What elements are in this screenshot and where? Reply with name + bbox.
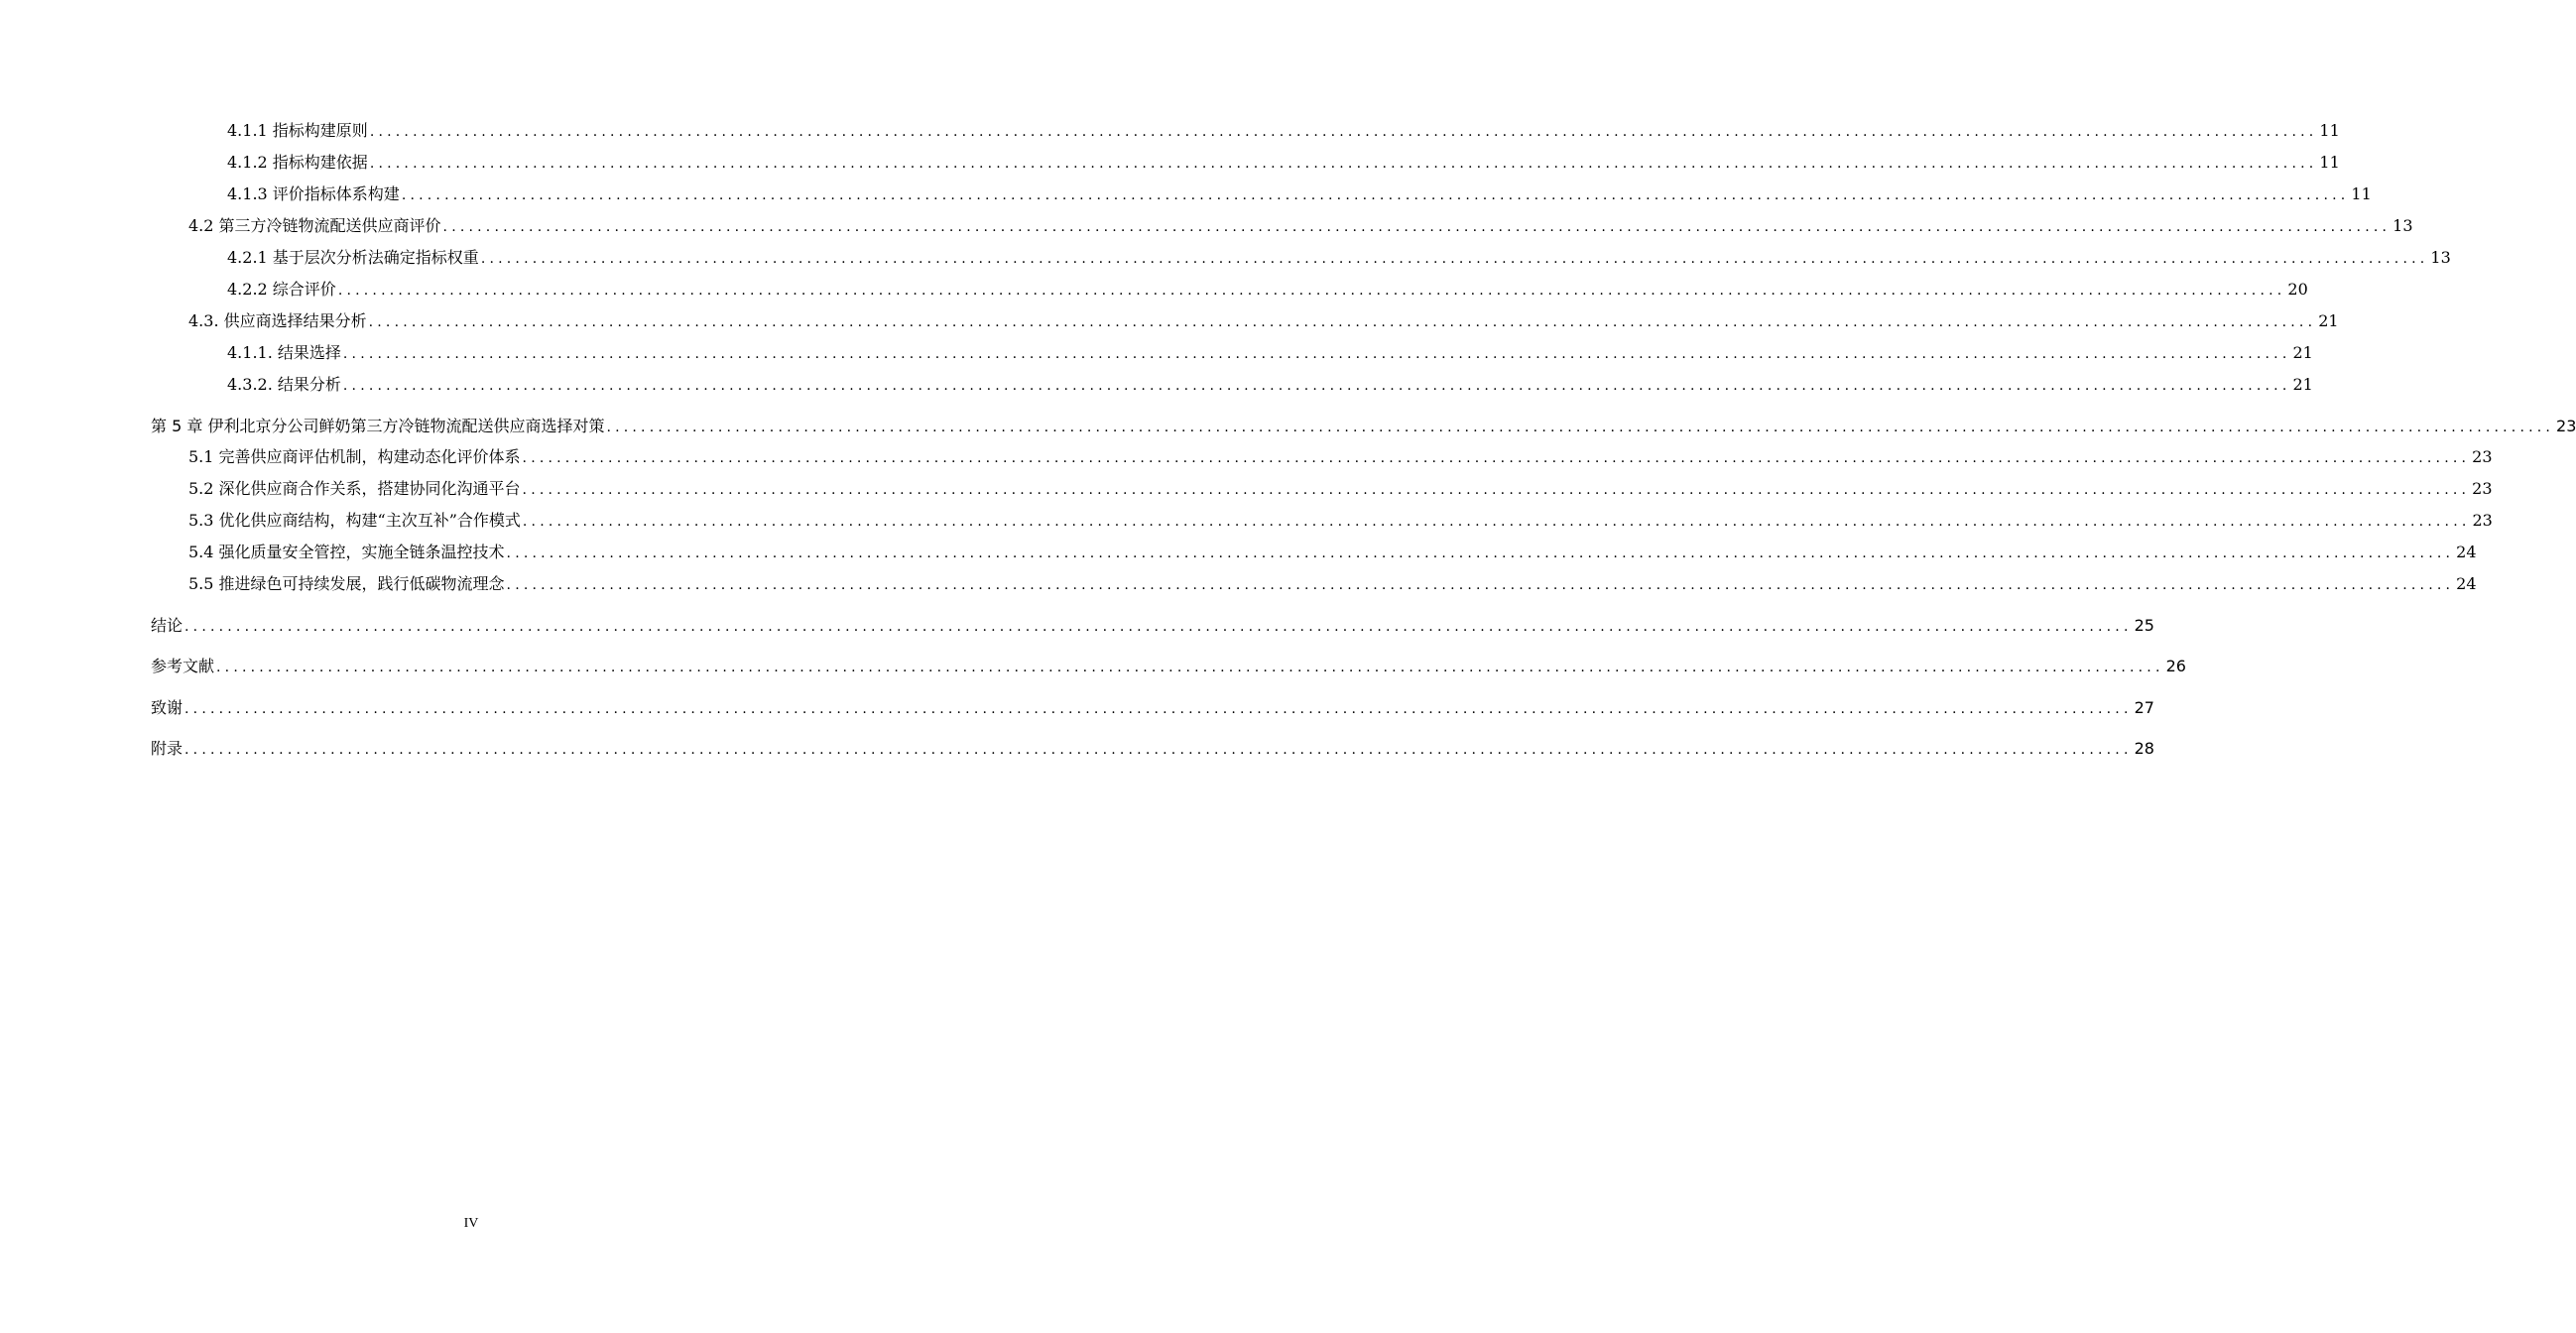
toc-leader-dots: ...................................................................................................................................................................................................................................	[522, 514, 2471, 530]
toc-entry-5-2[interactable]	[188, 478, 2493, 500]
toc-entry-label: 4.1.3 评价指标体系构建	[227, 184, 400, 203]
toc-leader-dots: ...................................................................................................................................................................................................................................	[522, 482, 2471, 498]
toc-entry-label: 参考文献	[151, 657, 215, 675]
toc-entry-acknowledgements[interactable]	[151, 697, 2154, 719]
toc-leader-dots: ...................................................................................................................................................................................................................................	[342, 378, 2291, 394]
toc-entry-5-1[interactable]	[188, 446, 2493, 468]
toc-page-number: 24	[2456, 543, 2477, 561]
toc-leader-dots: ...................................................................................................................................................................................................................................	[184, 701, 2133, 717]
toc-entry-label: 4.1.1 指标构建原则	[227, 121, 368, 140]
toc-leader-dots: ...................................................................................................................................................................................................................................	[522, 450, 2471, 466]
toc-page-number: 21	[2318, 311, 2339, 330]
toc-entry-label: 5.4 强化质量安全管控，实施全链条温控技术	[188, 543, 505, 561]
toc-page-number: 23	[2472, 447, 2493, 466]
toc-entry-label: 4.2.1 基于层次分析法确定指标权重	[227, 248, 479, 267]
toc-entry-4-2[interactable]	[188, 215, 2413, 237]
toc-entry-label: 附录	[151, 739, 184, 758]
toc-entry-appendix[interactable]	[151, 738, 2154, 760]
toc-entry-label: 4.2 第三方冷链物流配送供应商评价	[188, 216, 441, 235]
toc-leader-dots: ...................................................................................................................................................................................................................................	[401, 187, 2350, 203]
toc-entry-label: 致谢	[151, 698, 184, 717]
toc-entry-label: 5.1 完善供应商评估机制，构建动态化评价体系	[188, 447, 521, 466]
toc-leader-dots: ...................................................................................................................................................................................................................................	[337, 283, 2286, 299]
page-footer-number: IV	[463, 1216, 479, 1231]
toc-entry-4-1-1-result[interactable]	[227, 342, 2313, 364]
toc-entry-label: 5.3 优化供应商结构，构建“主次互补”合作模式	[188, 511, 521, 530]
toc-entry-chapter-5[interactable]	[151, 416, 2576, 437]
toc-entry-5-4[interactable]	[188, 542, 2477, 563]
toc-page-number: 21	[2292, 375, 2313, 394]
toc-entry-label: 第 5 章 伊利北京分公司鲜奶第三方冷链物流配送供应商选择对策	[151, 417, 605, 435]
toc-page-number: 28	[2134, 739, 2154, 758]
toc-page-number: 27	[2134, 698, 2154, 717]
toc-leader-dots: ...................................................................................................................................................................................................................................	[368, 314, 2317, 330]
toc-page-number: 11	[2351, 184, 2372, 203]
toc-entry-label: 4.1.1. 结果选择	[227, 343, 341, 362]
toc-entry-label: 4.3.2. 结果分析	[227, 375, 341, 394]
toc-page-number: 13	[2392, 216, 2413, 235]
toc-leader-dots: ...................................................................................................................................................................................................................................	[184, 619, 2133, 635]
toc-page-number: 11	[2319, 121, 2340, 140]
toc-page-number: 23	[2472, 511, 2493, 530]
toc-entry-4-1-1[interactable]	[227, 120, 2340, 142]
toc-page-number: 25	[2134, 616, 2154, 635]
toc-leader-dots: ...................................................................................................................................................................................................................................	[442, 219, 2392, 235]
toc-page-number: 23	[2472, 479, 2493, 498]
toc-entry-4-3[interactable]	[188, 310, 2339, 332]
toc-leader-dots: ...................................................................................................................................................................................................................................	[216, 660, 2164, 675]
toc-page-number: 26	[2165, 657, 2186, 675]
toc-entry-conclusion[interactable]	[151, 615, 2154, 637]
toc-leader-dots: ...................................................................................................................................................................................................................................	[184, 742, 2133, 758]
toc-page-number: 23	[2556, 417, 2576, 435]
toc-page-number: 20	[2287, 280, 2308, 299]
toc-entry-label: 结论	[151, 616, 184, 635]
toc-page-number: 21	[2292, 343, 2313, 362]
toc-entry-4-1-3[interactable]	[227, 183, 2372, 205]
toc-page-number: 11	[2319, 153, 2340, 172]
toc-entry-4-2-2[interactable]	[227, 279, 2308, 301]
toc-page-number: 24	[2456, 574, 2477, 593]
toc-entry-label: 5.5 推进绿色可持续发展，践行低碳物流理念	[188, 574, 505, 593]
toc-entry-4-2-1[interactable]	[227, 247, 2451, 269]
toc-leader-dots: ...................................................................................................................................................................................................................................	[369, 156, 2318, 172]
toc-leader-dots: ...................................................................................................................................................................................................................................	[342, 346, 2291, 362]
toc-page-number: 13	[2430, 248, 2451, 267]
toc-entry-label: 4.3. 供应商选择结果分析	[188, 311, 367, 330]
toc-entry-4-3-2[interactable]	[227, 374, 2313, 396]
toc-entry-label: 4.1.2 指标构建依据	[227, 153, 368, 172]
toc-leader-dots: ...................................................................................................................................................................................................................................	[506, 545, 2455, 561]
toc-leader-dots: ...................................................................................................................................................................................................................................	[506, 577, 2455, 593]
toc-entry-4-1-2[interactable]	[227, 152, 2340, 174]
toc-entry-5-3[interactable]	[188, 510, 2493, 532]
toc-leader-dots: ...................................................................................................................................................................................................................................	[606, 420, 2555, 435]
toc-entry-label: 5.2 深化供应商合作关系，搭建协同化沟通平台	[188, 479, 521, 498]
toc-leader-dots: ...................................................................................................................................................................................................................................	[480, 251, 2429, 267]
toc-entry-5-5[interactable]	[188, 573, 2477, 595]
toc-leader-dots: ...................................................................................................................................................................................................................................	[369, 124, 2318, 140]
toc-entry-references[interactable]	[151, 656, 2186, 677]
toc-entry-label: 4.2.2 综合评价	[227, 280, 336, 299]
